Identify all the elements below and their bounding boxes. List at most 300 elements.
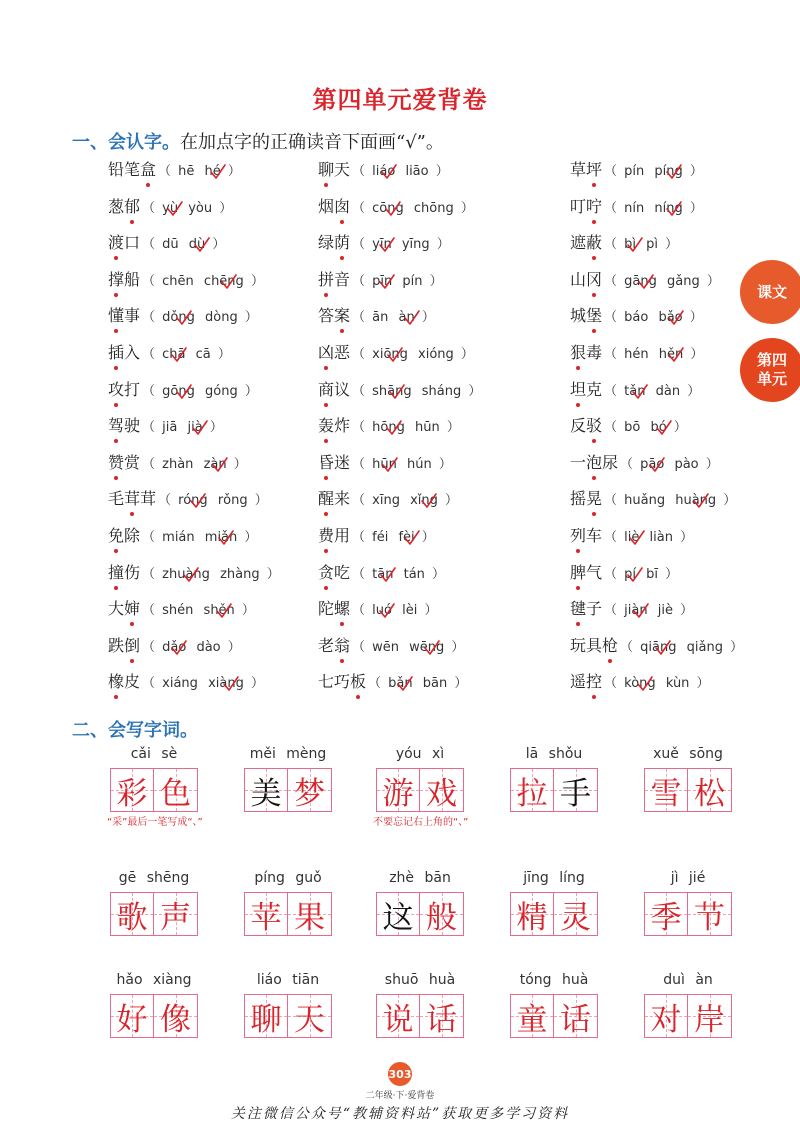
- pinyin-option[interactable]: kòng: [624, 676, 656, 692]
- tianzige-cell[interactable]: [376, 768, 420, 812]
- recognition-item: [570, 487, 736, 511]
- check-mark-icon: [403, 529, 421, 547]
- written-character: 手: [560, 775, 591, 812]
- vocab-pinyin: jì jié: [670, 870, 706, 886]
- word: 大婶: [108, 599, 140, 618]
- check-mark-icon: [222, 675, 240, 693]
- tianzige-row: [373, 994, 467, 1038]
- pinyin-option[interactable]: qiǎng: [686, 639, 723, 655]
- recognition-item: [570, 304, 703, 328]
- written-character: 节: [694, 899, 725, 936]
- pinyin-option[interactable]: zhàng: [220, 566, 260, 582]
- pinyin-option[interactable]: huǎng: [624, 493, 666, 509]
- written-character: 岸: [694, 1001, 725, 1038]
- tianzige-cell[interactable]: [244, 994, 288, 1038]
- emphasis-dot: [340, 659, 344, 663]
- check-mark-icon: [215, 602, 233, 620]
- written-character: 游: [382, 775, 414, 812]
- tianzige-cell[interactable]: [420, 892, 464, 936]
- pinyin-option[interactable]: qiāng: [640, 639, 677, 655]
- written-character: 歌: [116, 899, 148, 936]
- pinyin-option[interactable]: hé: [202, 160, 224, 184]
- pinyin-option[interactable]: kùn: [665, 676, 690, 692]
- pinyin-option[interactable]: tān: [369, 563, 396, 587]
- emphasis-dot: [324, 512, 328, 516]
- tianzige-cell[interactable]: [644, 892, 688, 936]
- check-mark-icon: [182, 566, 200, 584]
- writing-tip: 不要忘记右上角的“、”: [373, 817, 469, 828]
- emphasis-dot: [130, 622, 134, 626]
- emphasis-dot: [576, 366, 580, 370]
- vocab-pinyin: gē shēng: [118, 870, 190, 886]
- pinyin-choices: （ xiōng xióng ）: [352, 347, 474, 362]
- tianzige-cell[interactable]: [154, 892, 198, 936]
- pinyin-choices: （ hén hěn ）: [604, 347, 703, 362]
- tianzige-cell[interactable]: [688, 994, 732, 1038]
- written-character: 聊: [250, 1001, 282, 1038]
- pinyin-option[interactable]: zhàn: [162, 456, 194, 472]
- pinyin-option[interactable]: dào: [196, 639, 221, 655]
- pinyin-choices: （ féi fèi ）: [352, 530, 435, 545]
- emphasis-dot: [592, 183, 596, 187]
- written-character: 声: [160, 899, 191, 936]
- tianzige-row: [241, 768, 335, 812]
- word: 老翁: [318, 636, 350, 655]
- tianzige-cell[interactable]: [554, 994, 598, 1038]
- pinyin-option[interactable]: wēn: [372, 639, 400, 655]
- tianzige-cell[interactable]: [644, 994, 688, 1038]
- word: 玩具枪: [570, 636, 618, 655]
- check-mark-icon: [384, 200, 402, 218]
- pinyin-option[interactable]: dū: [162, 237, 179, 253]
- recognition-item: [318, 195, 474, 219]
- recognition-item: [570, 451, 719, 475]
- tianzige-cell[interactable]: [376, 994, 420, 1038]
- pinyin-option[interactable]: hōng: [372, 420, 405, 436]
- pinyin-choices: （ bō bó ）: [604, 420, 687, 435]
- pinyin-choices: （ pīn pín ）: [352, 274, 443, 289]
- side-tab-unit[interactable]: 第四 单元: [740, 338, 800, 402]
- pinyin-option[interactable]: báo: [624, 310, 649, 326]
- vocab-item: [641, 746, 735, 812]
- pinyin-option[interactable]: chēng: [203, 273, 244, 289]
- recognition-item: [318, 231, 450, 255]
- recognition-item: [108, 670, 264, 694]
- pinyin-choices: （ yīn yīng ）: [352, 237, 450, 252]
- pinyin-option[interactable]: chā: [159, 343, 188, 367]
- pinyin-option[interactable]: cā: [195, 347, 211, 362]
- recognition-item: [570, 670, 710, 694]
- pinyin-option[interactable]: zhuàng: [162, 566, 210, 582]
- word: 渡口: [108, 233, 140, 252]
- pinyin-option[interactable]: cōng: [372, 200, 404, 216]
- pinyin-option[interactable]: rǒng: [217, 493, 248, 509]
- tianzige-row: [507, 892, 601, 936]
- pinyin-option[interactable]: níng: [654, 200, 683, 216]
- tianzige-cell[interactable]: [688, 768, 732, 812]
- pinyin-choices: （ gōng góng ）: [142, 384, 258, 399]
- pinyin-choices: （ zhàn zàn ）: [142, 457, 247, 472]
- word: 摇晃: [570, 489, 602, 508]
- tianzige-cell[interactable]: [110, 768, 154, 812]
- vocab-pinyin: píng guǒ: [254, 870, 322, 886]
- written-character: 话: [426, 1001, 457, 1038]
- pinyin-option[interactable]: gōng: [162, 383, 195, 399]
- check-mark-icon: [386, 346, 404, 364]
- pinyin-option[interactable]: róng: [178, 493, 208, 509]
- check-mark-icon: [632, 602, 650, 620]
- pinyin-option[interactable]: xiáng: [162, 676, 198, 692]
- tianzige-cell[interactable]: [510, 994, 554, 1038]
- recognition-item: [108, 561, 280, 585]
- pinyin-choices: （ pí bī ）: [604, 567, 678, 582]
- emphasis-dot: [340, 220, 344, 224]
- vocab-pinyin: jīng líng: [523, 870, 585, 886]
- tianzige-cell[interactable]: [554, 768, 598, 812]
- pinyin-choices: （ ān àn ）: [352, 310, 435, 325]
- emphasis-dot: [340, 329, 344, 333]
- emphasis-dot: [592, 512, 596, 516]
- pinyin-choices: （ róng rǒng ）: [158, 493, 268, 508]
- pinyin-option[interactable]: xǐng: [410, 493, 438, 509]
- tianzige-cell[interactable]: [420, 994, 464, 1038]
- written-character: 松: [694, 775, 725, 812]
- pinyin-option[interactable]: chōng: [413, 200, 454, 216]
- tianzige-cell[interactable]: [644, 768, 688, 812]
- word: 反驳: [570, 416, 602, 435]
- tianzige-cell[interactable]: [554, 892, 598, 936]
- emphasis-dot: [592, 476, 596, 480]
- written-character: 色: [160, 775, 191, 812]
- pinyin-option[interactable]: jiè: [657, 603, 673, 619]
- tianzige-cell[interactable]: [688, 892, 732, 936]
- pinyin-option[interactable]: àn: [396, 306, 418, 330]
- word: 答案: [318, 306, 350, 325]
- vocab-item: [241, 972, 335, 1038]
- pinyin-option[interactable]: hěn: [658, 347, 684, 362]
- pinyin-option[interactable]: hún: [407, 456, 432, 472]
- pinyin-option[interactable]: tǎn: [621, 380, 648, 404]
- check-mark-icon: [628, 529, 646, 547]
- recognition-item: [570, 341, 703, 365]
- word: 城堡: [570, 306, 602, 325]
- recognition-item: [318, 158, 449, 182]
- recognition-item: [318, 524, 435, 548]
- pinyin-option[interactable]: dǒng: [162, 310, 195, 326]
- pinyin-option[interactable]: shén: [162, 603, 194, 619]
- pinyin-option[interactable]: pín: [402, 273, 423, 289]
- pinyin-option[interactable]: wēng: [409, 639, 445, 655]
- pinyin-option[interactable]: píng: [654, 164, 683, 179]
- pinyin-choices: （ tān tán ）: [352, 567, 445, 582]
- tianzige-cell[interactable]: [244, 768, 288, 812]
- pinyin-option[interactable]: dù: [186, 233, 209, 257]
- pinyin-option[interactable]: hūn: [372, 456, 397, 472]
- pinyin-option[interactable]: gǎng: [667, 273, 700, 289]
- emphasis-dot: [324, 439, 328, 443]
- pinyin-option[interactable]: hūn: [414, 420, 440, 436]
- check-mark-icon: [637, 273, 655, 291]
- check-mark-icon: [667, 309, 685, 327]
- vocab-pinyin: xuě sōng: [653, 746, 723, 762]
- pinyin-option[interactable]: bó: [648, 416, 670, 440]
- pinyin-option[interactable]: lèi: [402, 603, 418, 619]
- recognition-item: [318, 597, 437, 621]
- vocab-item: [107, 972, 201, 1038]
- emphasis-dot: [592, 439, 596, 443]
- tianzige-cell[interactable]: [288, 892, 332, 936]
- pinyin-option[interactable]: yīng: [401, 237, 430, 253]
- pinyin-option[interactable]: jiàn: [621, 599, 650, 623]
- pinyin-option[interactable]: jiā: [162, 420, 178, 436]
- recognition-item: [318, 487, 458, 511]
- pinyin-option[interactable]: liáo: [369, 160, 398, 184]
- section-1-instruction: 在加点字的正确读音下面画“√”。: [180, 132, 444, 153]
- check-mark-icon: [378, 602, 396, 620]
- word: 山冈: [570, 270, 602, 289]
- word: 脾气: [570, 563, 602, 582]
- pinyin-option[interactable]: fèi: [395, 526, 417, 550]
- footer-promo: 关注微信公众号“教辅资料站”获取更多学习资料: [230, 1106, 570, 1122]
- vocab-item: [241, 870, 335, 936]
- word: 列车: [570, 526, 602, 545]
- pinyin-option[interactable]: pào: [674, 456, 699, 472]
- recognition-item: [570, 597, 693, 621]
- pinyin-option[interactable]: dàn: [655, 383, 681, 399]
- emphasis-dot: [576, 403, 580, 407]
- pinyin-choices: （ xiáng xiàng ）: [142, 676, 264, 691]
- word: 贪吃: [318, 563, 350, 582]
- pinyin-option[interactable]: xiōng: [372, 347, 408, 362]
- pinyin-option[interactable]: ān: [372, 310, 389, 326]
- pinyin-choices: （ tǎn dàn ）: [604, 384, 700, 399]
- pinyin-choices: （ chā cā ）: [142, 347, 231, 362]
- pinyin-choices: （ kòng kùn ）: [604, 676, 710, 691]
- tianzige-row: [641, 994, 735, 1038]
- pinyin-option[interactable]: dòng: [205, 310, 238, 326]
- pinyin-choices: （ jiàn jiè ）: [604, 603, 693, 618]
- pinyin-choices: （ gāng gǎng ）: [604, 274, 720, 289]
- word: 凶恶: [318, 343, 350, 362]
- word: 费用: [318, 526, 350, 545]
- written-character: 天: [294, 1001, 325, 1038]
- vocab-item: [507, 746, 601, 812]
- pinyin-option[interactable]: gāng: [624, 273, 657, 289]
- tianzige-cell[interactable]: [110, 892, 154, 936]
- pinyin-option[interactable]: góng: [205, 383, 238, 399]
- pinyin-option[interactable]: huàng: [675, 493, 717, 509]
- pinyin-option[interactable]: zàn: [201, 453, 230, 477]
- word: 烟囱: [318, 197, 350, 216]
- pinyin-option[interactable]: shěn: [203, 603, 235, 619]
- pinyin-option[interactable]: luó: [369, 599, 395, 623]
- tianzige-cell[interactable]: [154, 768, 198, 812]
- pinyin-choices: （ dū dù ）: [142, 237, 225, 252]
- word: 赞赏: [108, 453, 140, 472]
- tianzige-row: [107, 892, 201, 936]
- word: 绿荫: [318, 233, 350, 252]
- side-tab-lesson[interactable]: 课文: [740, 260, 800, 324]
- pinyin-option[interactable]: yòu: [188, 200, 213, 216]
- written-character: 灵: [560, 899, 591, 936]
- tianzige-cell[interactable]: [510, 892, 554, 936]
- word: 一泡尿: [570, 453, 618, 472]
- pinyin-choices: （ bǎn bān ）: [368, 676, 467, 691]
- tianzige-cell[interactable]: [288, 768, 332, 812]
- pinyin-choices: （ hōng hūn ）: [352, 420, 460, 435]
- vocab-item: [507, 972, 601, 1038]
- vocab-pinyin: shuō huà: [384, 972, 456, 988]
- pinyin-choices: （ chēn chēng ）: [142, 274, 264, 289]
- pinyin-option[interactable]: féi: [372, 530, 389, 545]
- tianzige-cell[interactable]: [154, 994, 198, 1038]
- page-title: 第四单元爱背卷: [312, 85, 488, 114]
- tianzige-cell[interactable]: [376, 892, 420, 936]
- section-1-title: 会认字。: [108, 132, 180, 153]
- check-mark-icon: [209, 163, 227, 181]
- pinyin-option[interactable]: nín: [624, 200, 645, 216]
- emphasis-dot: [114, 329, 118, 333]
- pinyin-option[interactable]: bì: [621, 233, 639, 257]
- pinyin-option[interactable]: pín: [624, 164, 645, 179]
- emphasis-dot: [324, 293, 328, 297]
- check-mark-icon: [655, 419, 673, 437]
- pinyin-option[interactable]: liāo: [405, 164, 429, 179]
- recognition-item: [570, 158, 703, 182]
- emphasis-dot: [114, 293, 118, 297]
- check-mark-icon: [378, 236, 396, 254]
- tianzige-cell[interactable]: [420, 768, 464, 812]
- check-mark-icon: [626, 566, 644, 584]
- pinyin-option[interactable]: xióng: [418, 347, 454, 362]
- check-mark-icon: [170, 346, 188, 364]
- check-mark-icon: [667, 346, 685, 364]
- tianzige-row: [241, 994, 335, 1038]
- vocab-item: [641, 870, 735, 936]
- check-mark-icon: [654, 639, 672, 657]
- pinyin-choices: （ zhuàng zhàng ）: [142, 567, 280, 582]
- pinyin-option[interactable]: xiàng: [208, 676, 244, 692]
- tianzige-row: [507, 768, 601, 812]
- emphasis-dot: [114, 695, 118, 699]
- pinyin-choices: （ hūn hún ）: [352, 457, 452, 472]
- vocab-item: [241, 746, 335, 812]
- pinyin-option[interactable]: miǎn: [204, 530, 238, 545]
- emphasis-dot: [130, 220, 134, 224]
- pinyin-option[interactable]: bō: [624, 420, 641, 436]
- pinyin-option[interactable]: bǎo: [658, 310, 683, 326]
- pinyin-choices: （ luó lèi ）: [352, 603, 437, 618]
- check-mark-icon: [631, 383, 649, 401]
- tianzige-row: [641, 768, 735, 812]
- word: 撞伤: [108, 563, 140, 582]
- check-mark-icon: [175, 309, 193, 327]
- written-character: 童: [516, 1001, 548, 1038]
- pinyin-option[interactable]: pí: [621, 563, 639, 587]
- check-mark-icon: [636, 675, 654, 693]
- pinyin-option[interactable]: xīng: [372, 493, 400, 509]
- pinyin-option[interactable]: jià: [185, 416, 206, 440]
- check-mark-icon: [191, 419, 209, 437]
- word: 陀螺: [318, 599, 350, 618]
- pinyin-option[interactable]: dǎo: [162, 639, 187, 655]
- emphasis-dot: [592, 293, 596, 297]
- word: 驾驶: [108, 416, 140, 435]
- tianzige-cell[interactable]: [510, 768, 554, 812]
- tianzige-cell[interactable]: [288, 994, 332, 1038]
- check-mark-icon: [665, 200, 683, 218]
- pinyin-choices: （ nín níng ）: [604, 201, 703, 216]
- recognition-item: [108, 524, 257, 548]
- emphasis-dot: [356, 695, 360, 699]
- footer-label: 二年级·下·爱背卷: [365, 1091, 435, 1101]
- vocab-pinyin: liáo tiān: [256, 972, 320, 988]
- written-character: 说: [382, 1001, 414, 1038]
- recognition-item: [108, 378, 258, 402]
- pinyin-option[interactable]: mián: [162, 530, 195, 545]
- pinyin-option[interactable]: bī: [646, 566, 659, 582]
- page-number: 303: [388, 1062, 412, 1086]
- pinyin-option[interactable]: liè: [621, 526, 642, 550]
- emphasis-dot: [340, 256, 344, 260]
- word: 狠毒: [570, 343, 602, 362]
- pinyin-option[interactable]: chēn: [162, 273, 194, 289]
- emphasis-dot: [592, 256, 596, 260]
- tianzige-cell[interactable]: [244, 892, 288, 936]
- check-mark-icon: [379, 566, 397, 584]
- pinyin-option[interactable]: shāng: [372, 383, 412, 399]
- tianzige-row: [641, 892, 735, 936]
- recognition-item: [318, 561, 445, 585]
- emphasis-dot: [114, 403, 118, 407]
- recognition-item: [318, 670, 467, 694]
- pinyin-option[interactable]: sháng: [421, 383, 462, 399]
- word: 商议: [318, 380, 350, 399]
- recognition-item: [570, 414, 687, 438]
- word: 遥控: [570, 672, 602, 691]
- tianzige-cell[interactable]: [110, 994, 154, 1038]
- recognition-item: [318, 378, 481, 402]
- pinyin-option[interactable]: pì: [646, 237, 659, 253]
- pinyin-option[interactable]: yù: [159, 197, 181, 221]
- pinyin-option[interactable]: liàn: [649, 530, 673, 545]
- pinyin-option[interactable]: hén: [624, 347, 649, 362]
- check-mark-icon: [378, 273, 396, 291]
- pinyin-option[interactable]: tán: [403, 566, 425, 582]
- recognition-item: [108, 451, 247, 475]
- pinyin-choices: （ qiāng qiǎng ）: [620, 640, 743, 655]
- pinyin-option[interactable]: pāo: [640, 456, 665, 472]
- pinyin-option[interactable]: bǎn: [388, 676, 413, 692]
- word: 叮咛: [570, 197, 602, 216]
- pinyin-option[interactable]: yīn: [369, 233, 395, 257]
- pinyin-option[interactable]: pīn: [369, 270, 395, 294]
- check-mark-icon: [420, 492, 438, 510]
- emphasis-dot: [576, 586, 580, 590]
- pinyin-option[interactable]: bān: [422, 676, 448, 692]
- check-mark-icon: [692, 492, 710, 510]
- section-2-title: 会写字词。: [108, 720, 198, 741]
- pinyin-choices: （ xīng xǐng ）: [352, 493, 458, 508]
- written-character: 话: [560, 1001, 591, 1038]
- section-1-number: 一、: [72, 132, 108, 153]
- pinyin-choices: （ cōng chōng ）: [352, 201, 474, 216]
- word: 免除: [108, 526, 140, 545]
- pinyin-choices: （ liè liàn ）: [604, 530, 693, 545]
- pinyin-option[interactable]: hē: [178, 164, 195, 179]
- written-character: 苹: [250, 899, 282, 936]
- section-1-heading: [72, 128, 444, 154]
